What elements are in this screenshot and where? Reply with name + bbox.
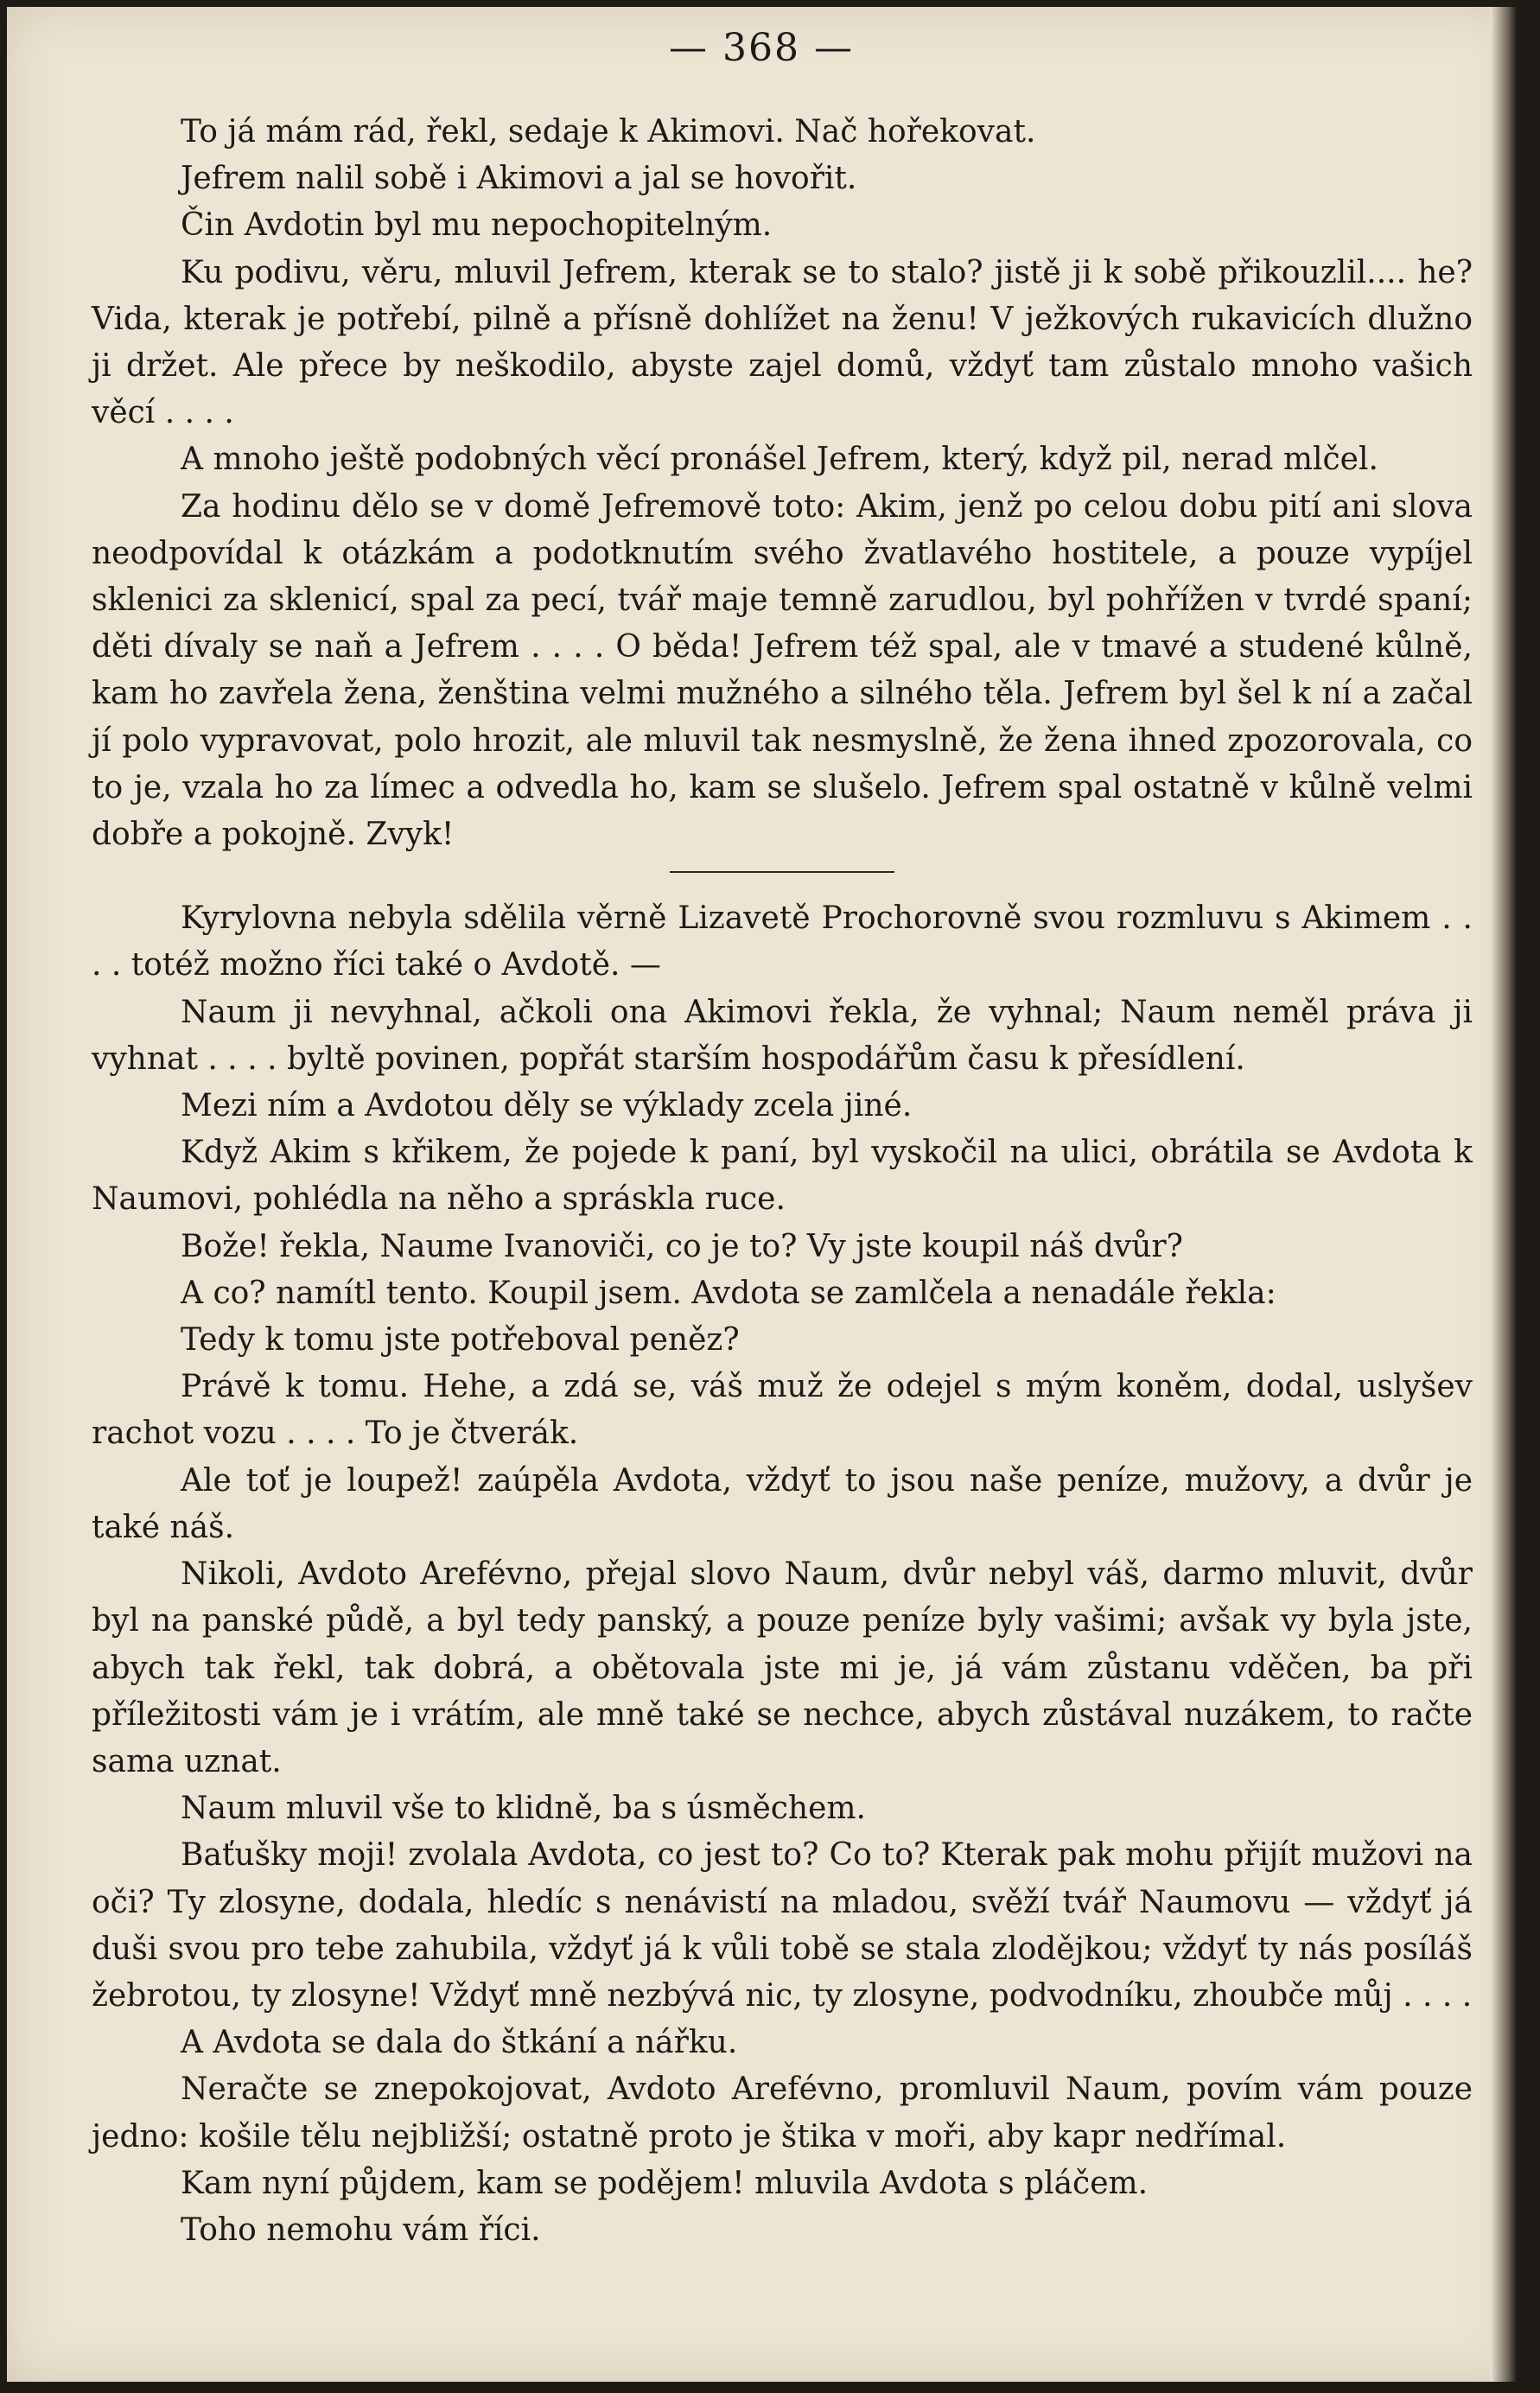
paragraph: Když Akim s křikem, že pojede k paní, byl vyskočil na ulici, obrátila se Avdota k Naumovi, pohlédla na něho a spráskla ruce. [92,1135,1473,1218]
book-page [7,7,1516,2382]
paragraph: Právě k tomu. Hehe, a zdá se, váš muž že odejel s mým koněm, dodal, uslyšev rachot vozu . . . . To je čtverák. [92,1369,1473,1452]
page-number: — 368 — [669,26,854,70]
paragraph: Baťušky moji! zvolala Avdota, co jest to? Co to? Kterak pak mohu přijít mužovi na oči? Ty zlosyne, dodala, hledíc s nenávistí na mladou, svěží tvář Naumovu — vždyť já duši svou pro tebe zahubila, vždyť já k vůli tobě se stala zlodějkou; vždyť ty nás posíláš žebrotou, ty zlosyne! Vždyť mně nezbývá nic, ty zlosyne, podvodníku, zhoubče můj . . . . [92,1837,1473,2014]
paragraph: Toho nemohu vám říci. [181,2212,541,2248]
paragraph: A mnoho ještě podobných věcí pronášel Jefrem, který, když pil, nerad mlčel. [181,442,1378,478]
paragraph: Tedy k tomu jste potřeboval peněz? [181,1322,740,1359]
paragraph: Ale toť je loupež! zaúpěla Avdota, vždyť to jsou naše peníze, mužovy, a dvůr je také náš. [92,1462,1473,1545]
paragraph: Čin Avdotin byl mu nepochopitelným. [181,207,773,244]
paragraph: Neračte se znepokojovat, Avdoto Arefévno, promluvil Naum, povím vám pouze jedno: košile tělu nejbližší; ostatně proto je štika v moři, aby kapr nedřímal. [92,2072,1473,2154]
page-edge-shadow [1490,7,1516,2382]
paragraph: To já mám rád, řekl, sedaje k Akimovi. Nač hořekovat. [181,114,1036,150]
paragraph: Jefrem nalil sobě i Akimovi a jal se hovořit. [181,161,857,197]
section-divider [670,871,894,873]
page-text [92,109,1473,2254]
paragraph: Za hodinu dělo se v domě Jefremově toto: Akim, jenž po celou dobu pití ani slova neodpovídal k otázkám a podotknutím svého žvatlavého hostitele, a pouze vypíjel sklenici za sklenicí, spal za pecí, tvář maje temně zarudlou, byl pohřížen v tvrdé spaní; děti dívaly se naň a Jefrem . . . . O běda! Jefrem též spal, ale v tmavé a studené kůlně, kam ho zavřela žena, ženština velmi mužného a silného těla. Jefrem byl šel k ní a začal jí polo vypravovat, polo hrozit, ale mluvil tak nesmyslně, že žena ihned zpozorovala, co to je, vzala ho za límec a odvedla ho, kam se slušelo. Jefrem spal ostatně v kůlně velmi dobře a pokojně. Zvyk! [92,488,1473,853]
paragraph: Naum mluvil vše to klidně, ba s úsměchem. [181,1791,866,1827]
paragraph: A co? namítl tento. Koupil jsem. Avdota se zamlčela a nenadále řekla: [181,1275,1276,1311]
paragraph: Mezi ním a Avdotou děly se výklady zcela jiné. [181,1088,913,1124]
paragraph: Bože! řekla, Naume Ivanoviči, co je to? Vy jste koupil náš dvůr? [181,1228,1183,1264]
paragraph: Naum ji nevyhnal, ačkoli ona Akimovi řekla, že vyhnal; Naum neměl práva ji vyhnat . . . . byltě povinen, popřát starším hospodářům času k přesídlení. [92,994,1473,1077]
paragraph: A Avdota se dala do štkání a nářku. [181,2025,738,2061]
paragraph: Ku podivu, věru, mluvil Jefrem, kterak se to stalo? jistě ji k sobě přikouzlil.... he? Vida, kterak je potřebí, pilně a přísně dohlížet na ženu! V ježkových rukavicích dlužno ji držet. Ale přece by neškodilo, abyste zajel domů, vždyť tam zůstalo mnoho vašich věcí . . . . [92,254,1473,431]
paragraph: Kam nyní půjdem, kam se podějem! mluvila Avdota s pláčem. [181,2165,1149,2201]
paragraph: Kyrylovna nebyla sdělila věrně Lizavetě Prochorovně svou rozmluvu s Akimem . . . . totéž možno říci také o Avdotě. — [92,901,1473,983]
paragraph: Nikoli, Avdoto Arefévno, přejal slovo Naum, dvůr nebyl váš, darmo mluvit, dvůr byl na panské půdě, a byl tedy panský, a pouze peníze byly vašimi; avšak vy byla jste, abych tak řekl, tak dobrá, a obětovala jste mi je, já vám zůstanu vděčen, ba při příležitosti vám je i vrátím, ale mně také se nechce, abych zůstával nuzákem, to račte sama uznat. [92,1556,1473,1779]
